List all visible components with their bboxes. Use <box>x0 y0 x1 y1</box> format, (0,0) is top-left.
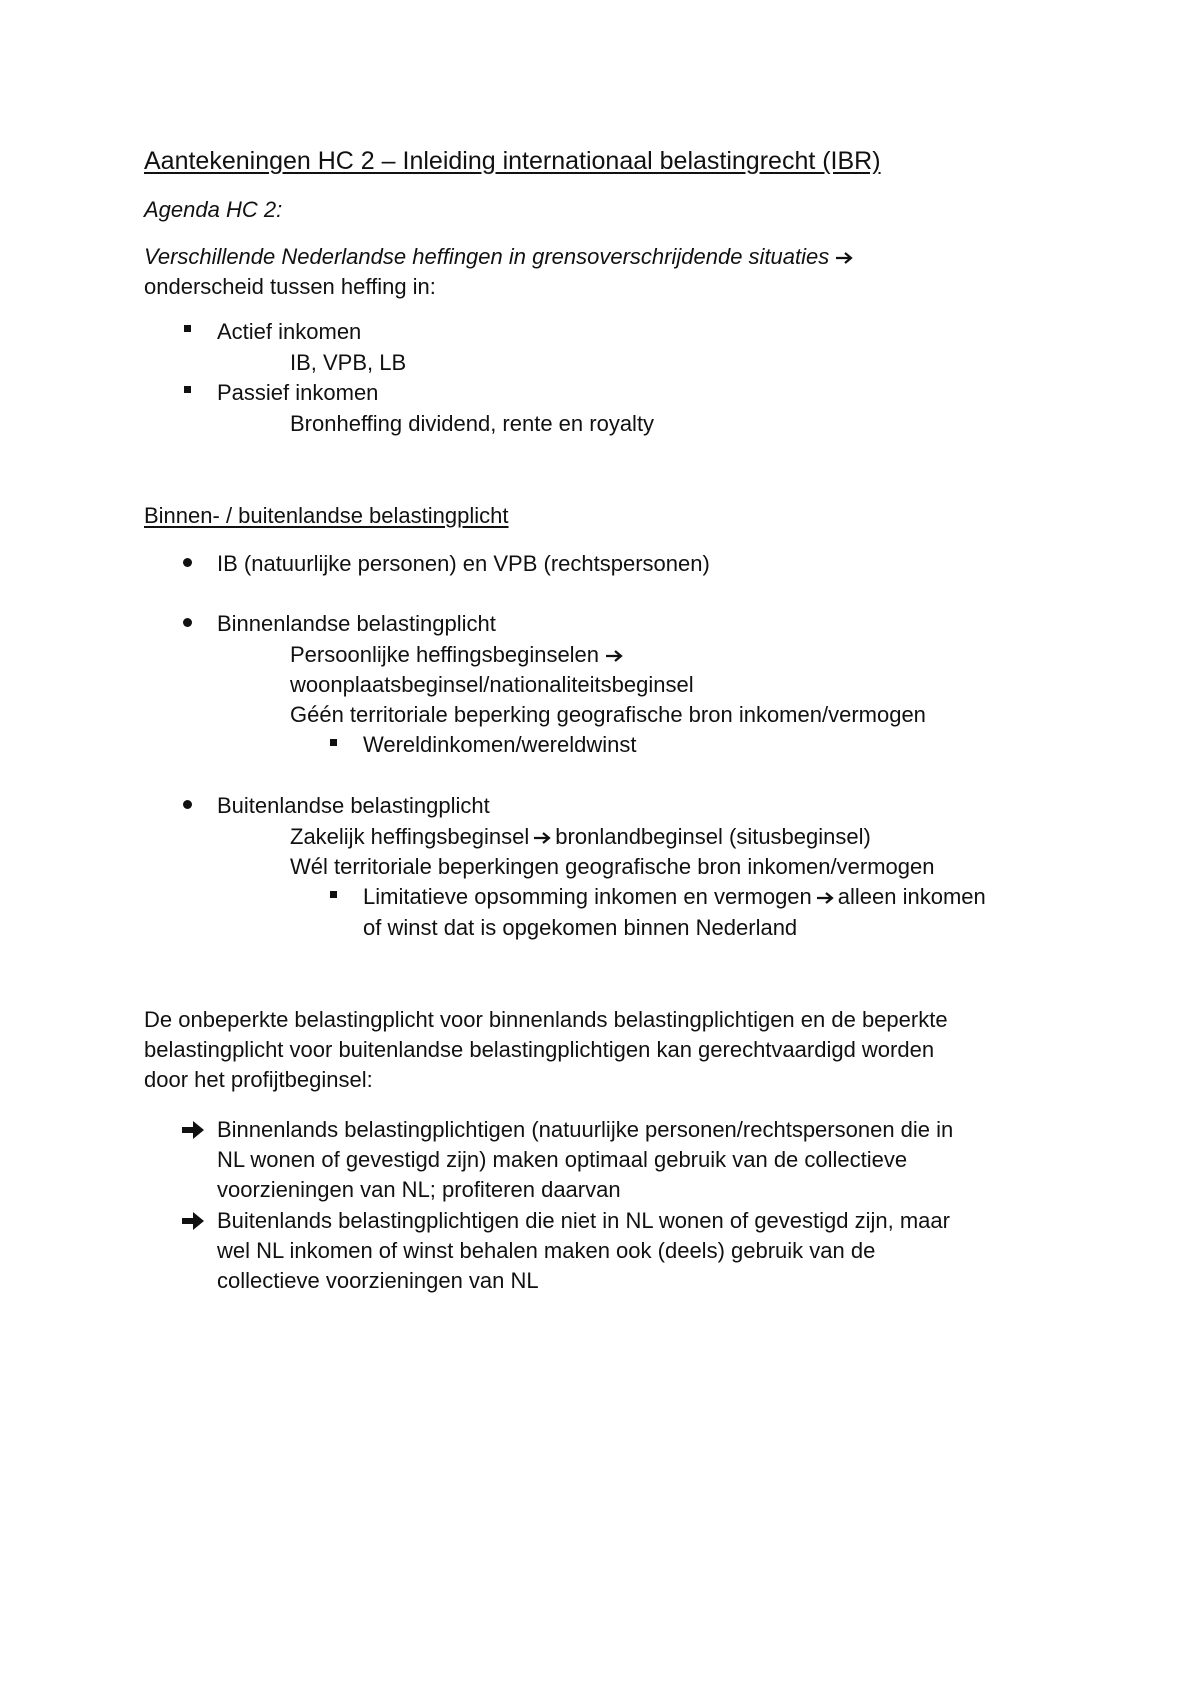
arrow-right-icon <box>533 831 551 845</box>
profijt-arrow2-line1: Buitenlands belastingplichtigen die niet in NL wonen of gevestigd zijn, maar <box>217 1208 950 1233</box>
profijt-para-line1: De onbeperkte belastingplicht voor binnenlands belastingplichtigen en de beperkte <box>144 1007 948 1032</box>
plicht-buiten-line1a: Zakelijk heffingsbeginsel <box>290 824 530 849</box>
round-bullet-icon <box>183 618 192 627</box>
agenda-item-actief: Actief inkomen <box>217 319 362 344</box>
arrow-right-icon <box>605 649 623 663</box>
plicht-buiten-sub-line2: of winst dat is opgekomen binnen Nederland <box>363 915 798 940</box>
profijt-para-line2: belastingplicht voor buitenlandse belastingplichtigen kan gerechtvaardigd worden <box>144 1037 935 1062</box>
profijt-arrow2-line2: wel NL inkomen of winst behalen maken ook (deels) gebruik van de <box>217 1238 876 1263</box>
bold-arrow-right-icon <box>181 1211 205 1231</box>
agenda-intro-line2: onderscheid tussen heffing in: <box>144 274 436 299</box>
agenda-item-passief-sub: Bronheffing dividend, rente en royalty <box>290 411 655 436</box>
plicht-binnen-line3: Géén territoriale beperking geografische bron inkomen/vermogen <box>290 702 926 727</box>
agenda-intro-text: Verschillende Nederlandse heffingen in grensoverschrijdende situaties <box>144 244 830 269</box>
arrow-right-icon <box>816 891 834 905</box>
square-bullet-icon <box>184 386 191 393</box>
profijt-arrow2-line3: collectieve voorzieningen van NL <box>217 1268 539 1293</box>
arrow-right-icon <box>835 251 853 265</box>
plicht-binnen-line1 <box>290 641 623 669</box>
plicht-buiten-label: Buitenlandse belastingplicht <box>217 793 490 818</box>
plicht-buiten-line2: Wél territoriale beperkingen geografische bron inkomen/vermogen <box>290 854 935 879</box>
round-bullet-icon <box>183 800 192 809</box>
plicht-buiten-sub1b: alleen inkomen <box>837 884 986 909</box>
profijt-arrow1-line3: voorzieningen van NL; profiteren daarvan <box>217 1177 621 1202</box>
square-bullet-icon <box>330 891 337 898</box>
document-title: Aantekeningen HC 2 – Inleiding internationaal belastingrecht (IBR) <box>144 147 881 175</box>
profijt-arrow1-line1: Binnenlands belastingplichtigen (natuurlijke personen/rechtspersonen die in <box>217 1117 954 1142</box>
agenda-item-passief: Passief inkomen <box>217 380 379 405</box>
plicht-buiten-sub1a: Limitatieve opsomming inkomen en vermogen <box>363 884 812 909</box>
square-bullet-icon <box>184 325 191 332</box>
plicht-binnen-label: Binnenlandse belastingplicht <box>217 611 496 636</box>
profijt-para-line3: door het profijtbeginsel: <box>144 1067 373 1092</box>
agenda-item-actief-sub: IB, VPB, LB <box>290 350 407 375</box>
agenda-label: Agenda HC 2: <box>144 197 283 222</box>
section-heading-belastingplicht: Binnen- / buitenlandse belastingplicht <box>144 503 509 528</box>
plicht-item-ib-vpb: IB (natuurlijke personen) en VPB (rechtspersonen) <box>217 551 710 576</box>
plicht-buiten-sub-line1 <box>363 883 986 911</box>
profijt-arrow1-line2: NL wonen of gevestigd zijn) maken optimaal gebruik van de collectieve <box>217 1147 908 1172</box>
plicht-buiten-line1b: bronlandbeginsel (situsbeginsel) <box>555 824 871 849</box>
round-bullet-icon <box>183 558 192 567</box>
bold-arrow-right-icon <box>181 1120 205 1140</box>
plicht-binnen-sub: Wereldinkomen/wereldwinst <box>363 732 637 757</box>
plicht-binnen-line1-text: Persoonlijke heffingsbeginselen <box>290 642 600 667</box>
square-bullet-icon <box>330 739 337 746</box>
agenda-intro-line1 <box>144 243 853 271</box>
plicht-buiten-line1 <box>290 823 871 851</box>
plicht-binnen-line2: woonplaatsbeginsel/nationaliteitsbeginsel <box>290 672 694 697</box>
